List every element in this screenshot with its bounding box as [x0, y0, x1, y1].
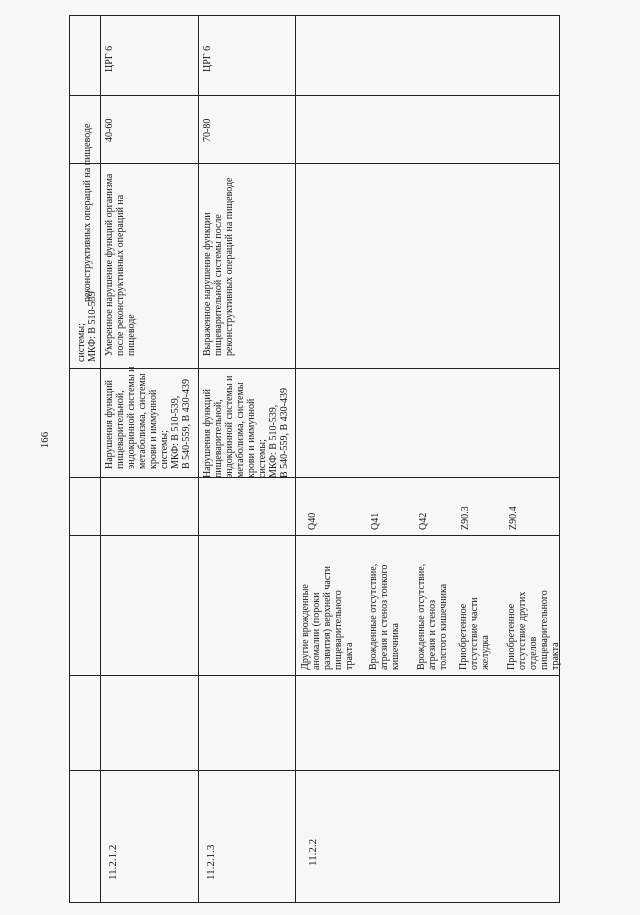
page-number: 166 — [39, 431, 51, 449]
row-divider — [69, 95, 560, 96]
col-divider — [198, 15, 199, 903]
diagnosis-icd: Q42 — [418, 512, 429, 530]
col-divider — [100, 15, 101, 903]
row-impairment: Выраженное нарушение функции пищеварительной системы после реконструктивных операций на пищеводе — [202, 177, 235, 356]
row-details: Нарушения функций пищеварительной, эндокринной системы и метаболизма, системы крови и иммунной системы; МКФ: B 510-539, B 540-559, B 430-439 — [202, 375, 290, 478]
diagnosis-icd: Z90.4 — [508, 506, 519, 530]
row-code: 11.2.1.3 — [205, 844, 217, 880]
diagnosis-icd: Z90.3 — [460, 506, 471, 530]
row-divider — [69, 163, 560, 164]
diagnosis-icd: Q40 — [307, 512, 318, 530]
diagnosis-name: Приобретенное отсутствие части желудка — [458, 597, 491, 670]
row-value: 70-80 — [202, 118, 213, 142]
cont-details: системы; МКФ: B 510-539 — [76, 291, 98, 362]
row-impairment: Умеренное нарушение функций организма после реконструктивных операций на пищеводе — [104, 173, 137, 356]
row-divider — [69, 477, 560, 478]
row-value: 40-60 — [104, 118, 115, 142]
diagnosis-name: Приобретенное отсутствие других отделов пищеварительного тракта — [506, 590, 561, 670]
row-code: 11.2.2 — [307, 838, 319, 866]
diagnosis-name: Другие врожденные аномалии (пороки развития) верхней части пищеварительного тракта — [300, 566, 355, 670]
diagnosis-icd: Q41 — [370, 512, 381, 530]
row-ref: ЦРГ 6 — [202, 45, 213, 72]
row-divider — [69, 535, 560, 536]
diagnosis-name: Врожденные отсутствие, атрезия и стеноз толстого кишечника — [416, 563, 449, 670]
diagnosis-name: Врожденные отсутствие, атрезия и стеноз тонкого кишечника — [368, 563, 401, 670]
cont-impairment: реконструктивных операций на пищеводе — [82, 123, 93, 302]
row-code: 11.2.1.2 — [107, 844, 119, 880]
row-details: Нарушения функций пищеварительной, эндокринной системы и метаболизма, системы крови и иммунной системы; МКФ: B 510-539, B 540-559, B 430-439 — [104, 366, 192, 469]
col-divider — [295, 15, 296, 903]
row-divider — [69, 675, 560, 676]
row-ref: ЦРГ 6 — [104, 45, 115, 72]
row-divider — [69, 770, 560, 771]
